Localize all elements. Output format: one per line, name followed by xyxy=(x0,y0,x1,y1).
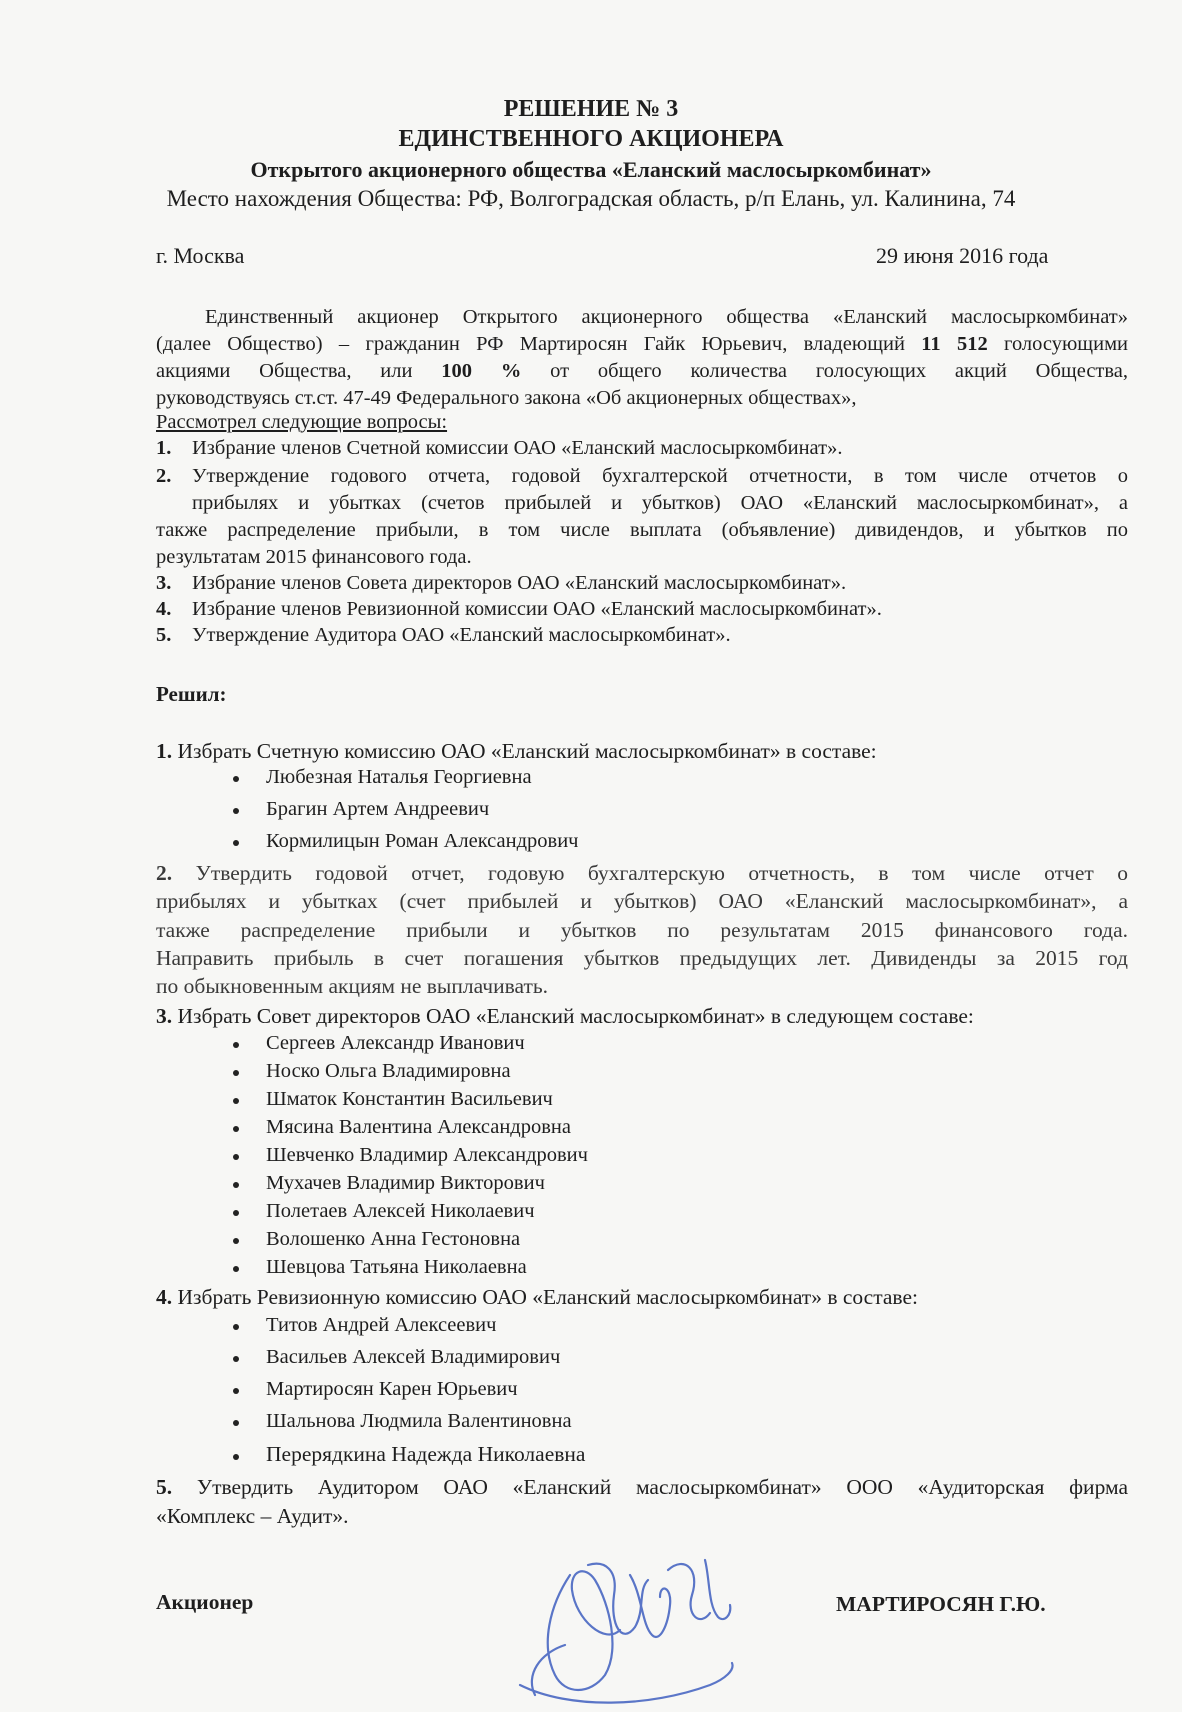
handwritten-signature-icon xyxy=(510,1535,740,1710)
question-text: прибылях и убытках (счетов прибылей и убытков) ОАО «Еланский маслосыркомбинат», а xyxy=(192,492,1128,514)
bullet-icon xyxy=(233,1454,239,1460)
decision-2-line: также распределение прибыли и убытков по результатам 2015 финансового года. xyxy=(156,918,1128,942)
member-name: Шевченко Владимир Александрович xyxy=(266,1144,588,1166)
place: г. Москва xyxy=(156,243,245,268)
bullet-icon xyxy=(233,1420,239,1426)
member-name: Любезная Наталья Георгиевна xyxy=(266,766,532,788)
document-title: РЕШЕНИЕ № 3 xyxy=(503,96,679,122)
bullet-icon xyxy=(233,1182,239,1188)
question-number: 5. xyxy=(156,624,172,646)
intro-text: акциями Общества, или xyxy=(156,360,413,382)
member-name: Мясина Валентина Александровна xyxy=(266,1116,571,1138)
decision-text: Утвердить Аудитором ОАО «Еланский маслосыркомбинат» ООО «Аудиторская фирма xyxy=(196,1475,1128,1499)
bullet-icon xyxy=(233,1388,239,1394)
member-name: Шевцова Татьяна Николаевна xyxy=(266,1256,527,1278)
intro-line-4: руководствуясь ст.ст. 47-49 Федерального закона «Об акционерных обществах», xyxy=(156,387,857,409)
company-location: Место нахождения Общества: РФ, Волгоградская область, р/п Елань, ул. Калинина, 74 xyxy=(166,186,1016,211)
question-text: Утверждение Аудитора ОАО «Еланский маслосыркомбинат». xyxy=(192,624,731,646)
question-number: 2. xyxy=(156,465,172,487)
member-name: Брагин Артем Андреевич xyxy=(266,798,490,820)
question-text: Утверждение годового отчета, годовой бухгалтерской отчетности, в том числе отчетов о xyxy=(192,465,1128,487)
decision-5-line xyxy=(156,1473,1128,1501)
decision-2-line: Направить прибыль в счет погашения убытков предыдущих лет. Дивиденды за 2015 год xyxy=(156,946,1128,970)
date: 29 июня 2016 года xyxy=(876,243,1049,268)
member-name: Мартиросян Карен Юрьевич xyxy=(266,1378,518,1400)
decision-1 xyxy=(156,737,877,765)
signature-role: Акционер xyxy=(156,1590,254,1614)
decision-text: Избрать Счетную комиссию ОАО «Еланский маслосыркомбинат» в составе: xyxy=(177,739,877,763)
decision-number: 3. xyxy=(156,1004,173,1028)
shares-percent: 100 % xyxy=(441,360,522,382)
intro-text: голосующими xyxy=(1004,333,1129,355)
decision-2-line: по обыкновенным акциям не выплачивать. xyxy=(156,974,549,998)
decision-text: Утвердить годовой отчет, годовую бухгалтерскую отчетность, в том числе отчет о xyxy=(195,861,1129,885)
member-name: Васильев Алексей Владимирович xyxy=(266,1346,561,1368)
bullet-icon xyxy=(233,1070,239,1076)
decision-text: Избрать Совет директоров ОАО «Еланский маслосыркомбинат» в следующем составе: xyxy=(177,1004,974,1028)
question-number: 4. xyxy=(156,598,172,620)
question-text: Избрание членов Ревизионной комиссии ОАО «Еланский маслосыркомбинат». xyxy=(192,598,882,620)
resolved-heading: Решил: xyxy=(156,682,227,706)
member-name: Кормилицын Роман Александрович xyxy=(266,830,579,852)
question-number: 3. xyxy=(156,572,172,594)
bullet-icon xyxy=(233,1154,239,1160)
member-name: Носко Ольга Владимировна xyxy=(266,1060,511,1082)
bullet-icon xyxy=(233,1098,239,1104)
question-number: 1. xyxy=(156,437,172,459)
member-name: Полетаев Алексей Николаевич xyxy=(266,1200,535,1222)
intro-text: от общего количества голосующих акций Общества, xyxy=(550,360,1129,382)
decision-5-line: «Комплекс – Аудит». xyxy=(156,1504,349,1528)
decision-number: 1. xyxy=(156,739,173,763)
member-name: Титов Андрей Алексеевич xyxy=(266,1314,497,1336)
bullet-icon xyxy=(233,776,239,782)
bullet-icon xyxy=(233,840,239,846)
bullet-icon xyxy=(233,1266,239,1272)
member-name: Перерядкина Надежда Николаевна xyxy=(266,1442,586,1466)
decision-2-line xyxy=(156,859,1128,887)
intro-line-2 xyxy=(156,330,1128,358)
member-name: Сергеев Александр Иванович xyxy=(266,1032,525,1054)
member-name: Волошенко Анна Гестоновна xyxy=(266,1228,521,1250)
member-name: Шматок Константин Васильевич xyxy=(266,1088,553,1110)
question-text: результатам 2015 финансового года. xyxy=(156,546,472,568)
decision-number: 5. xyxy=(156,1475,173,1499)
company-name: Открытого акционерного общества «Еланский маслосыркомбинат» xyxy=(250,157,932,182)
member-name: Мухачев Владимир Викторович xyxy=(266,1172,545,1194)
bullet-icon xyxy=(233,1126,239,1132)
decision-text: Избрать Ревизионную комиссию ОАО «Еланский маслосыркомбинат» в составе: xyxy=(177,1285,918,1309)
question-text: Избрание членов Совета директоров ОАО «Еланский маслосыркомбинат». xyxy=(192,572,847,594)
decision-4 xyxy=(156,1283,918,1311)
bullet-icon xyxy=(233,1042,239,1048)
bullet-icon xyxy=(233,808,239,814)
intro-line-1: Единственный акционер Открытого акционерного общества «Еланский маслосыркомбинат» xyxy=(205,306,1128,328)
member-name: Шальнова Людмила Валентиновна xyxy=(266,1410,572,1432)
bullet-icon xyxy=(233,1356,239,1362)
signature-name: МАРТИРОСЯН Г.Ю. xyxy=(836,1592,1046,1616)
bullet-icon xyxy=(233,1210,239,1216)
question-text: также распределение прибыли, в том числе выплата (объявление) дивидендов, и убытков по xyxy=(156,519,1128,541)
shares-count: 11 512 xyxy=(921,333,988,355)
decision-3 xyxy=(156,1002,974,1030)
bullet-icon xyxy=(233,1324,239,1330)
decision-number: 2. xyxy=(156,861,173,885)
intro-line-3 xyxy=(156,357,1128,385)
document-subtitle: ЕДИНСТВЕННОГО АКЦИОНЕРА xyxy=(398,126,784,152)
decision-number: 4. xyxy=(156,1285,173,1309)
intro-text: (далее Общество) – гражданин РФ Мартиросян Гайк Юрьевич, владеющий xyxy=(156,333,905,355)
question-text: Избрание членов Счетной комиссии ОАО «Еланский маслосыркомбинат». xyxy=(192,437,843,459)
decision-2-line: прибылях и убытках (счет прибылей и убытков) ОАО «Еланский маслосыркомбинат», а xyxy=(156,889,1128,913)
questions-heading: Рассмотрел следующие вопросы: xyxy=(156,411,448,433)
bullet-icon xyxy=(233,1238,239,1244)
